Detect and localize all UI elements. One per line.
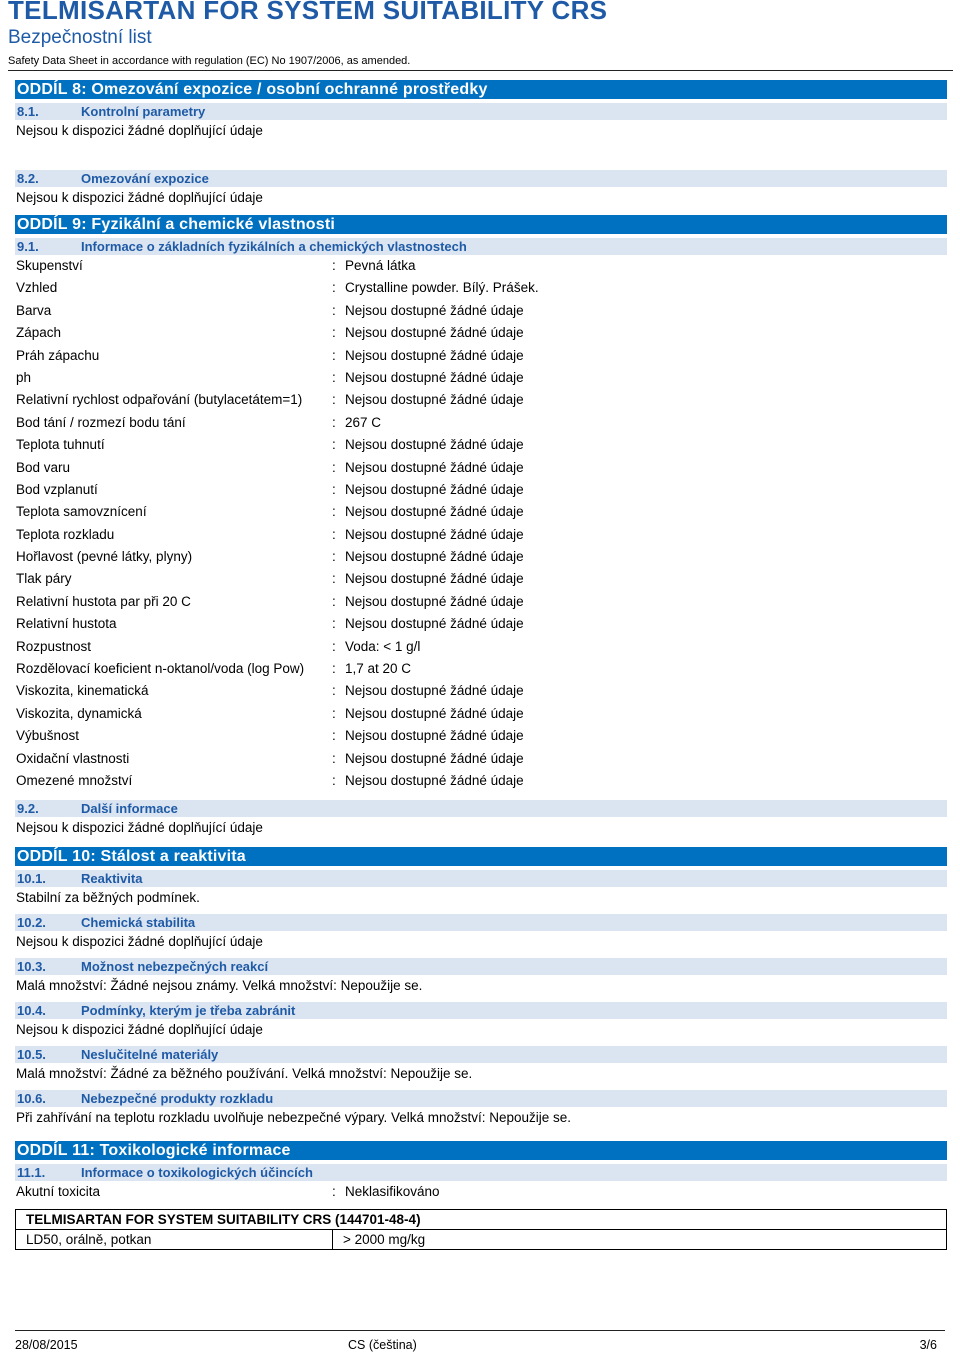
property-row (15, 591, 947, 613)
property-value: Nejsou dostupné žádné údaje (345, 347, 524, 363)
property-row (15, 725, 947, 747)
paragraph: Nejsou k dispozici žádné doplňující údaje (16, 1022, 263, 1038)
subsection-title: Možnost nebezpečných reakcí (81, 959, 269, 975)
subsection-number: 10.3. (17, 959, 46, 975)
subsection-number: 10.1. (17, 871, 46, 887)
footer-language: CS (čeština) (348, 1338, 417, 1352)
paragraph: Při zahřívání na teplotu rozkladu uvolňuje nebezpečné výpary. Velká množství: Nepoužije se. (16, 1110, 572, 1126)
colon: : (332, 392, 336, 408)
subsection-9-1 (15, 238, 947, 255)
subsection-9-2 (15, 800, 947, 817)
subsection-10-4 (15, 1002, 947, 1019)
colon: : (332, 638, 336, 654)
property-row (15, 389, 947, 411)
property-value: Nejsou dostupné žádné údaje (345, 325, 524, 341)
colon: : (332, 1184, 336, 1200)
subsection-10-3 (15, 958, 947, 975)
property-row (15, 770, 947, 792)
property-label: Bod varu (16, 459, 71, 475)
property-value: Nejsou dostupné žádné údaje (345, 504, 524, 520)
property-row (15, 613, 947, 635)
subsection-number: 11.1. (17, 1165, 46, 1181)
property-value: 1,7 at 20 C (345, 661, 412, 677)
subsection-title: Další informace (81, 801, 178, 817)
subsection-title: Chemická stabilita (81, 915, 196, 931)
section-9-heading: ODDÍL 9: Fyzikální a chemické vlastnosti (15, 215, 947, 234)
paragraph: Malá množství: Žádné nejsou známy. Velká množství: Nepoužije se. (16, 978, 423, 994)
property-value: Nejsou dostupné žádné údaje (345, 728, 524, 744)
property-row (15, 322, 947, 344)
property-value: Nejsou dostupné žádné údaje (345, 437, 524, 453)
colon: : (332, 302, 336, 318)
document-body (15, 80, 947, 1250)
footer-date: 28/08/2015 (15, 1338, 78, 1352)
table-cell-value: > 2000 mg/kg (333, 1229, 947, 1249)
subsection-title: Podmínky, kterým je třeba zabránit (81, 1003, 296, 1019)
property-row (15, 412, 947, 434)
toxicity-table (15, 1209, 947, 1250)
paragraph: Nejsou k dispozici žádné doplňující údaje (16, 820, 263, 836)
header-divider (8, 70, 953, 71)
property-label: Rozdělovací koeficient n-oktanol/voda (log Pow) (16, 661, 305, 677)
subsection-10-5 (15, 1046, 947, 1063)
property-label: Skupenství (16, 258, 83, 273)
property-label: Výbušnost (16, 728, 80, 744)
table-row (16, 1229, 947, 1249)
property-value: Nejsou dostupné žádné údaje (345, 683, 524, 699)
colon: : (332, 728, 336, 744)
subsection-title: Informace o toxikologických účincích (81, 1165, 313, 1181)
colon: : (332, 325, 336, 341)
property-label: Zápach (16, 325, 62, 341)
property-label: Hořlavost (pevné látky, plyny) (16, 549, 193, 565)
subsection-number: 10.2. (17, 915, 46, 931)
property-label: Rozpustnost (16, 638, 92, 654)
property-value: Voda: < 1 g/l (345, 638, 421, 654)
property-label: Oxidační vlastnosti (16, 750, 130, 766)
property-label: Barva (16, 302, 52, 318)
subsection-11-1 (15, 1164, 947, 1181)
property-row (15, 680, 947, 702)
section-11-heading: ODDÍL 11: Toxikologické informace (15, 1141, 947, 1160)
paragraph: Nejsou k dispozici žádné doplňující údaje (16, 190, 263, 205)
colon: : (332, 347, 336, 363)
properties-list (15, 255, 947, 792)
colon: : (332, 549, 336, 565)
property-row (15, 367, 947, 389)
property-label: Vzhled (16, 280, 58, 296)
property-row (15, 277, 947, 299)
property-value: 267 C (345, 414, 382, 430)
document-header (8, 0, 953, 71)
property-label: Relativní rychlost odpařování (butylacetátem=1) (16, 392, 303, 408)
product-title: TELMISARTAN FOR SYSTEM SUITABILITY CRS (8, 0, 608, 25)
regulation-note: Safety Data Sheet in accordance with regulation (EC) No 1907/2006, as amended. (8, 55, 411, 67)
colon: : (332, 369, 336, 385)
property-value: Nejsou dostupné žádné údaje (345, 302, 524, 318)
colon: : (332, 459, 336, 475)
property-label: Teplota rozkladu (16, 526, 115, 542)
paragraph: Nejsou k dispozici žádné doplňující údaje (16, 123, 263, 138)
property-label: Bod tání / rozmezí bodu tání (16, 414, 186, 430)
colon: : (332, 683, 336, 699)
colon: : (332, 526, 336, 542)
colon: : (332, 616, 336, 632)
footer (15, 1330, 945, 1352)
subsection-number: 9.1. (17, 239, 39, 254)
property-row (15, 434, 947, 456)
property-row (15, 703, 947, 725)
colon: : (332, 504, 336, 520)
paragraph: Malá množství: Žádné za běžného používání. Velká množství: Nepoužije se. (16, 1066, 473, 1082)
footer-page-number: 3/6 (919, 1338, 937, 1352)
colon: : (332, 705, 336, 721)
subsection-number: 8.2. (17, 171, 39, 186)
property-value: Nejsou dostupné žádné údaje (345, 526, 524, 542)
property-row (15, 636, 947, 658)
property-row (15, 546, 947, 568)
property-value: Nejsou dostupné žádné údaje (345, 571, 524, 587)
colon: : (332, 414, 336, 430)
property-label: Teplota tuhnutí (16, 437, 105, 453)
property-label: Teplota samovznícení (16, 504, 147, 520)
section-10-heading: ODDÍL 10: Stálost a reaktivita (15, 847, 947, 866)
colon: : (332, 593, 336, 609)
subsection-number: 8.1. (17, 104, 39, 119)
subsection-number: 10.6. (17, 1091, 46, 1107)
property-row (15, 501, 947, 523)
property-value: Pevná látka (345, 258, 416, 273)
subsection-number: 10.4. (17, 1003, 46, 1019)
property-label: ph (16, 369, 32, 385)
property-label: Omezené množství (16, 772, 133, 788)
subsection-8-1 (15, 103, 947, 120)
property-value: Nejsou dostupné žádné údaje (345, 392, 524, 408)
subsection-8-2 (15, 170, 947, 187)
property-label: Akutní toxicita (16, 1184, 101, 1200)
colon: : (332, 280, 336, 296)
property-row (15, 748, 947, 770)
colon: : (332, 481, 336, 497)
subsection-title: Nebezpečné produkty rozkladu (81, 1091, 274, 1107)
property-value: Nejsou dostupné žádné údaje (345, 549, 524, 565)
property-label: Relativní hustota (16, 616, 117, 632)
property-label: Tlak páry (16, 571, 72, 587)
property-row (15, 457, 947, 479)
property-value: Nejsou dostupné žádné údaje (345, 369, 524, 385)
subsection-number: 10.5. (17, 1047, 46, 1063)
property-value: Nejsou dostupné žádné údaje (345, 705, 524, 721)
property-value: Nejsou dostupné žádné údaje (345, 481, 524, 497)
subsection-10-1 (15, 870, 947, 887)
property-value: Nejsou dostupné žádné údaje (345, 772, 524, 788)
subsection-title: Neslučitelné materiály (81, 1047, 219, 1063)
property-value: Nejsou dostupné žádné údaje (345, 616, 524, 632)
colon: : (332, 772, 336, 788)
property-value: Nejsou dostupné žádné údaje (345, 593, 524, 609)
property-label: Práh zápachu (16, 347, 100, 363)
colon: : (332, 571, 336, 587)
subsection-title: Reaktivita (81, 871, 143, 887)
property-label: Viskozita, dynamická (16, 705, 142, 721)
subsection-number: 9.2. (17, 801, 39, 817)
property-row (15, 255, 947, 277)
property-row (15, 300, 947, 322)
document-type: Bezpečnostní list (8, 27, 152, 48)
property-value: Crystalline powder. Bílý. Prášek. (345, 280, 539, 296)
subsection-10-6 (15, 1090, 947, 1107)
property-row (15, 568, 947, 590)
colon: : (332, 258, 336, 273)
subsection-title: Omezování expozice (81, 171, 209, 186)
property-row (15, 479, 947, 501)
property-label: Bod vzplanutí (16, 481, 98, 497)
subsection-10-2 (15, 914, 947, 931)
property-label: Viskozita, kinematická (16, 683, 149, 699)
property-value: Neklasifikováno (345, 1184, 440, 1200)
paragraph: Nejsou k dispozici žádné doplňující údaje (16, 934, 263, 950)
table-header: TELMISARTAN FOR SYSTEM SUITABILITY CRS (144701-48-4) (16, 1209, 947, 1229)
property-label: Relativní hustota par při 20 C (16, 593, 191, 609)
section-8-heading: ODDÍL 8: Omezování expozice / osobní ochranné prostředky (15, 80, 947, 99)
subsection-title: Informace o základních fyzikálních a chemických vlastnostech (81, 239, 467, 254)
section-10-subsections (15, 870, 947, 1129)
paragraph: Stabilní za běžných podmínek. (16, 890, 200, 906)
table-header-row (16, 1209, 947, 1229)
property-row (15, 1181, 947, 1203)
property-value: Nejsou dostupné žádné údaje (345, 750, 524, 766)
colon: : (332, 750, 336, 766)
property-row (15, 658, 947, 680)
subsection-title: Kontrolní parametry (81, 104, 206, 119)
colon: : (332, 437, 336, 453)
property-row (15, 524, 947, 546)
property-row (15, 345, 947, 367)
colon: : (332, 661, 336, 677)
property-value: Nejsou dostupné žádné údaje (345, 459, 524, 475)
table-cell-label: LD50, orálně, potkan (16, 1229, 333, 1249)
